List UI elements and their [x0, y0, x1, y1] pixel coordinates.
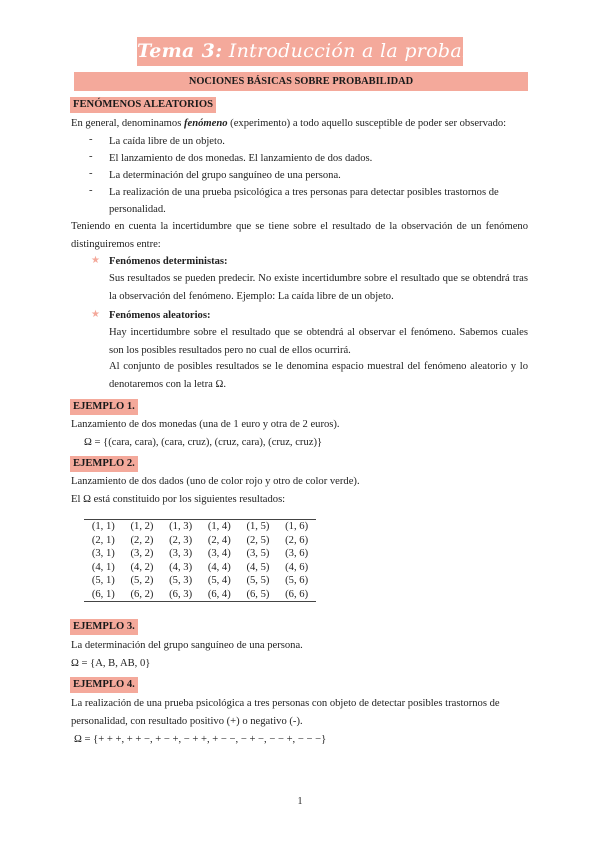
table-cell: (2, 3) [169, 534, 193, 546]
list-item: La determinación del grupo sanguíneo de una persona. [109, 170, 341, 181]
example-4-text-2: personalidad, con resultado positivo (+) o negativo (-). [71, 716, 303, 727]
table-cell: (1, 1) [84, 520, 123, 534]
example-2-text: Lanzamiento de dos dados (uno de color rojo y otro de color verde). [71, 476, 360, 487]
list-item: La realización de una prueba psicológica a tres personas para detectar posibles trastornos de [109, 187, 499, 198]
deterministic-title: Fenómenos deterministas: [109, 256, 228, 267]
example-4-text-1: La realización de una prueba psicológica a tres personas con objeto de detectar posibles trastornos de [71, 698, 500, 709]
table-cell: (4, 1) [91, 561, 115, 573]
table-cell: (5, 2) [130, 575, 154, 586]
bullet-dash: - [89, 185, 93, 196]
table-row [84, 561, 316, 575]
example-3-sample-space: Ω = {A, B, AB, 0} [71, 658, 151, 669]
table-cell: (2, 1) [91, 534, 115, 546]
example-2-text-2: El Ω está constituido por los siguientes resultados: [71, 494, 286, 505]
example-4-sample-space: Ω = {+ + +, + + −, + − +, − + +, + − −, − + −, − − +, − − −} [74, 734, 327, 745]
page-number: 1 [297, 796, 303, 807]
table-cell: (3, 2) [130, 548, 154, 559]
table-cell: (6, 5) [239, 588, 278, 602]
section-heading-fenomenos: FENÓMENOS ALEATORIOS [70, 97, 216, 113]
table-cell: (3, 6) [285, 548, 309, 559]
table-cell: (6, 2) [123, 588, 162, 602]
intro-emphasis: fenómeno [183, 118, 228, 129]
table-row [84, 574, 316, 588]
table-cell: (5, 4) [207, 575, 231, 586]
table-cell: (1, 4) [200, 520, 239, 534]
random-text-2: Al conjunto de posibles resultados se le denomina espacio muestral del fenómeno aleatorio y lo denotaremos con la letra Ω. [109, 361, 528, 390]
star-bullet-icon: ★ [91, 309, 100, 320]
dice-outcomes-table [84, 519, 316, 602]
random-title: Fenómenos aleatorios: [109, 310, 211, 321]
table-cell: (6, 6) [277, 588, 316, 602]
example-heading-4: EJEMPLO 4. [70, 677, 138, 693]
table-cell: (1, 2) [123, 520, 162, 534]
table-cell: (4, 3) [169, 561, 193, 573]
table-cell: (3, 4) [207, 548, 231, 559]
table-cell: (2, 2) [130, 534, 154, 546]
example-heading-2: EJEMPLO 2. [70, 456, 138, 472]
table-row [84, 534, 316, 548]
subtitle-banner: NOCIONES BÁSICAS SOBRE PROBABILIDAD [74, 72, 528, 91]
table-cell: (2, 6) [285, 534, 309, 546]
table-cell: (6, 4) [200, 588, 239, 602]
table-row [84, 547, 316, 561]
table-cell: (6, 1) [84, 588, 123, 602]
intro-paragraph [71, 116, 506, 132]
dice-outcomes-body [84, 520, 316, 602]
intro-text-a: En general, denominamos [71, 118, 184, 129]
table-cell: (6, 3) [161, 588, 200, 602]
table-row [84, 588, 316, 602]
list-item-continuation: personalidad. [109, 204, 166, 215]
table-cell: (3, 5) [246, 548, 270, 559]
table-cell: (3, 3) [169, 548, 193, 559]
table-cell: (2, 4) [207, 534, 231, 546]
bullet-dash: - [89, 134, 93, 145]
bullet-dash: - [89, 168, 93, 179]
table-cell: (4, 6) [285, 561, 309, 573]
example-1-text: Lanzamiento de dos monedas (una de 1 euro y otra de 2 euros). [71, 419, 340, 430]
example-heading-1: EJEMPLO 1. [70, 399, 138, 415]
star-bullet-icon: ★ [91, 255, 100, 266]
uncertainty-paragraph: Teniendo en cuenta la incertidumbre que se tiene sobre el resultado de la observación de un fenómeno distinguiremos entre: [71, 221, 528, 250]
table-cell: (1, 6) [277, 520, 316, 534]
intro-text-b: (experimento) a todo aquello susceptible de poder ser observado: [227, 118, 507, 129]
table-cell: (2, 5) [246, 534, 270, 546]
table-cell: (4, 2) [130, 561, 154, 573]
table-cell: (5, 1) [91, 575, 115, 586]
deterministic-text: Sus resultados se pueden predecir. No existe incertidumbre sobre el resultado que se obtendrá tras la observación del fenómeno. Ejemplo: La caída libre de un objeto. [109, 273, 528, 302]
table-cell: (5, 3) [169, 575, 193, 586]
table-cell: (4, 5) [246, 561, 270, 573]
table-cell: (5, 5) [246, 575, 270, 586]
table-row [84, 520, 316, 534]
table-cell: (1, 5) [239, 520, 278, 534]
title-banner [137, 37, 531, 66]
example-heading-3: EJEMPLO 3. [70, 619, 138, 635]
table-cell: (1, 3) [161, 520, 200, 534]
table-cell: (3, 1) [91, 548, 115, 559]
title-rest: Introducción a la probabilidad [222, 40, 531, 62]
list-item: La caída libre de un objeto. [109, 136, 225, 147]
title-strong: Tema 3: [137, 40, 223, 62]
table-cell: (4, 4) [207, 561, 231, 573]
list-item: El lanzamiento de dos monedas. El lanzamiento de dos dados. [109, 153, 373, 164]
random-text-1: Hay incertidumbre sobre el resultado que se obtendrá al observar el fenómeno. Sabemos cuales son los posibles resultados pero no cual de ellos ocurrirá. [109, 327, 528, 356]
example-1-sample-space: Ω = {(cara, cara), (cara, cruz), (cruz, cara), (cruz, cruz)} [84, 437, 323, 448]
bullet-dash: - [89, 151, 93, 162]
table-cell: (5, 6) [285, 575, 309, 586]
example-3-text: La determinación del grupo sanguíneo de una persona. [71, 640, 303, 651]
